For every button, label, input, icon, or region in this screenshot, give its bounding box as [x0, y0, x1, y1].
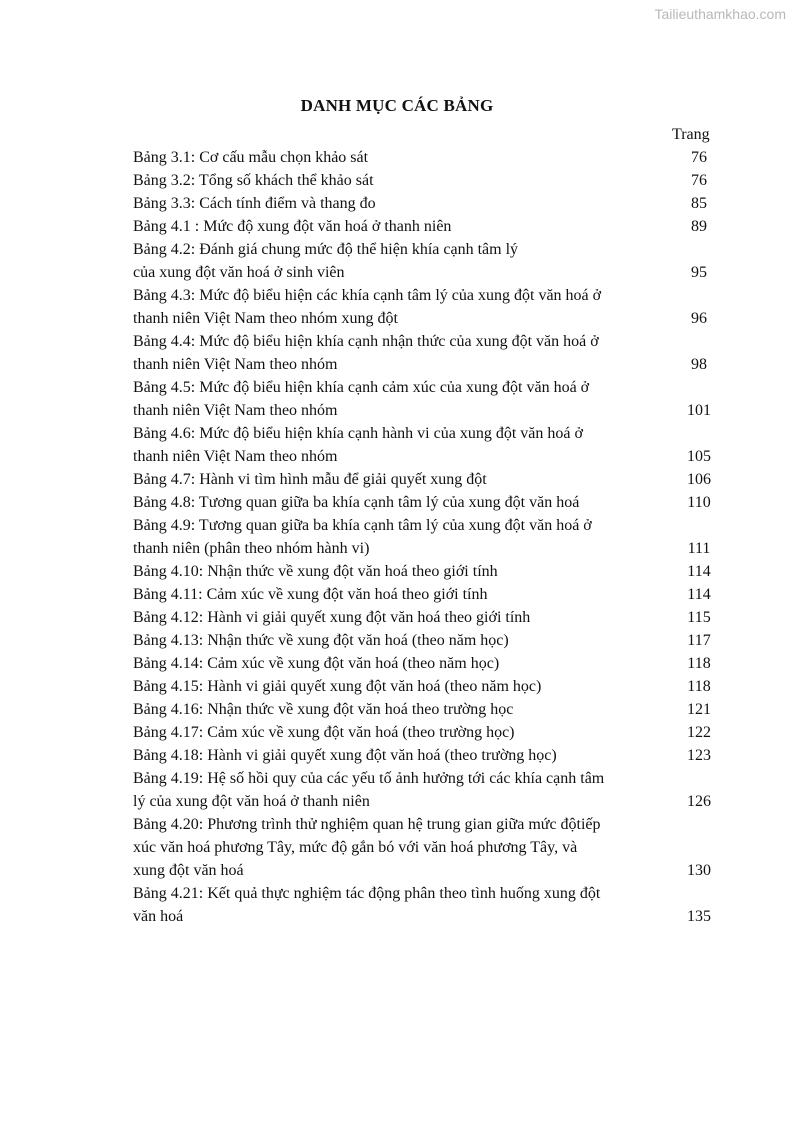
list-item-page: 117 — [687, 632, 711, 649]
list-item-title: Bảng 4.4: Mức độ biểu hiện khía cạnh nhận thức của xung đột văn hoá ở thanh niên Việt Nam theo nhóm — [133, 333, 599, 373]
list-item-page: 106 — [687, 471, 711, 488]
list-item-title: Bảng 4.18: Hành vi giải quyết xung đột văn hoá (theo trường học) — [133, 747, 557, 764]
list-item — [133, 376, 723, 422]
list-item — [133, 882, 723, 928]
list-item-page: 135 — [687, 908, 711, 925]
list-item-page: 110 — [687, 494, 711, 511]
list-item-title: Bảng 4.10: Nhận thức về xung đột văn hoá theo giới tính — [133, 563, 498, 580]
list-item — [133, 767, 723, 813]
list-item-title: Bảng 3.2: Tổng số khách thể khảo sát — [133, 172, 374, 189]
list-item-page: 76 — [691, 149, 707, 166]
list-item-title: Bảng 4.20: Phương trình thử nghiệm quan hệ trung gian giữa mức độtiếp xúc văn hoá phương Tây, mức độ gắn bó với văn hoá phương Tây, và xung đột văn hoá — [133, 816, 601, 879]
list-item-page: 95 — [691, 264, 707, 281]
list-item-page: 118 — [687, 655, 711, 672]
list-item-page: 98 — [691, 356, 707, 373]
list-item-title: Bảng 4.8: Tương quan giữa ba khía cạnh tâm lý của xung đột văn hoá — [133, 494, 580, 511]
list-item-page: 111 — [687, 540, 711, 557]
list-item — [133, 330, 723, 376]
list-item-title: Bảng 4.14: Cảm xúc về xung đột văn hoá (theo năm học) — [133, 655, 500, 672]
list-item — [133, 675, 723, 698]
list-item — [133, 169, 723, 192]
list-item — [133, 813, 723, 882]
list-item — [133, 422, 723, 468]
list-item-page: 85 — [691, 195, 707, 212]
list-item — [133, 215, 723, 238]
list-item — [133, 606, 723, 629]
list-item — [133, 146, 723, 169]
list-item-title: Bảng 4.6: Mức độ biểu hiện khía cạnh hành vi của xung đột văn hoá ở thanh niên Việt Nam theo nhóm — [133, 425, 583, 465]
list-item-title: Bảng 4.21: Kết quả thực nghiệm tác động phân theo tình huống xung đột văn hoá — [133, 885, 601, 925]
watermark: Tailieuthamkhao.com — [654, 6, 786, 22]
table-list — [133, 146, 723, 928]
list-item-page: 114 — [687, 586, 711, 603]
list-item — [133, 491, 723, 514]
list-item-title: Bảng 4.5: Mức độ biểu hiện khía cạnh cảm xúc của xung đột văn hoá ở thanh niên Việt Nam theo nhóm — [133, 379, 590, 419]
list-item-title: Bảng 4.7: Hành vi tìm hình mẫu để giải quyết xung đột — [133, 471, 487, 488]
list-item — [133, 721, 723, 744]
page-column-header: Trang — [672, 126, 710, 143]
list-item-page: 123 — [687, 747, 711, 764]
list-item — [133, 514, 723, 560]
list-item-title: Bảng 4.16: Nhận thức về xung đột văn hoá theo trường học — [133, 701, 514, 718]
list-item-title: Bảng 4.9: Tương quan giữa ba khía cạnh tâm lý của xung đột văn hoá ở thanh niên (phân theo nhóm hành vi) — [133, 517, 592, 557]
list-item — [133, 560, 723, 583]
list-item-page: 126 — [687, 793, 711, 810]
list-item — [133, 744, 723, 767]
list-item-title: Bảng 3.1: Cơ cấu mẫu chọn khảo sát — [133, 149, 369, 166]
list-item-title: Bảng 4.2: Đánh giá chung mức độ thể hiện khía cạnh tâm lý của xung đột văn hoá ở sinh viên — [133, 241, 519, 281]
list-item — [133, 629, 723, 652]
list-item-title: Bảng 4.11: Cảm xúc về xung đột văn hoá theo giới tính — [133, 586, 488, 603]
list-item — [133, 238, 723, 284]
list-item-page: 130 — [687, 862, 711, 879]
list-item — [133, 284, 723, 330]
list-item-page: 76 — [691, 172, 707, 189]
list-item-title: Bảng 4.17: Cảm xúc về xung đột văn hoá (theo trường học) — [133, 724, 515, 741]
list-item — [133, 698, 723, 721]
list-item-page: 105 — [687, 448, 711, 465]
list-item-page: 96 — [691, 310, 707, 327]
list-item-title: Bảng 3.3: Cách tính điểm và thang đo — [133, 195, 376, 212]
list-item-page: 101 — [687, 402, 711, 419]
list-item-page: 118 — [687, 678, 711, 695]
list-item-title: Bảng 4.1 : Mức độ xung đột văn hoá ở thanh niên — [133, 218, 452, 235]
list-item-title: Bảng 4.19: Hệ số hồi quy của các yếu tố ảnh hưởng tới các khía cạnh tâm lý của xung đột văn hoá ở thanh niên — [133, 770, 605, 810]
list-item — [133, 468, 723, 491]
page-title: DANH MỤC CÁC BẢNG — [300, 96, 494, 115]
list-item — [133, 192, 723, 215]
list-item-page: 115 — [687, 609, 711, 626]
list-item — [133, 652, 723, 675]
list-item-title: Bảng 4.12: Hành vi giải quyết xung đột văn hoá theo giới tính — [133, 609, 531, 626]
list-item-title: Bảng 4.3: Mức độ biểu hiện các khía cạnh tâm lý của xung đột văn hoá ở thanh niên Việt Nam theo nhóm xung đột — [133, 287, 602, 327]
list-item-page: 114 — [687, 563, 711, 580]
list-item-page: 121 — [687, 701, 711, 718]
list-item — [133, 583, 723, 606]
list-item-page: 122 — [687, 724, 711, 741]
list-item-page: 89 — [691, 218, 707, 235]
list-item-title: Bảng 4.15: Hành vi giải quyết xung đột văn hoá (theo năm học) — [133, 678, 542, 695]
list-item-title: Bảng 4.13: Nhận thức về xung đột văn hoá (theo năm học) — [133, 632, 509, 649]
